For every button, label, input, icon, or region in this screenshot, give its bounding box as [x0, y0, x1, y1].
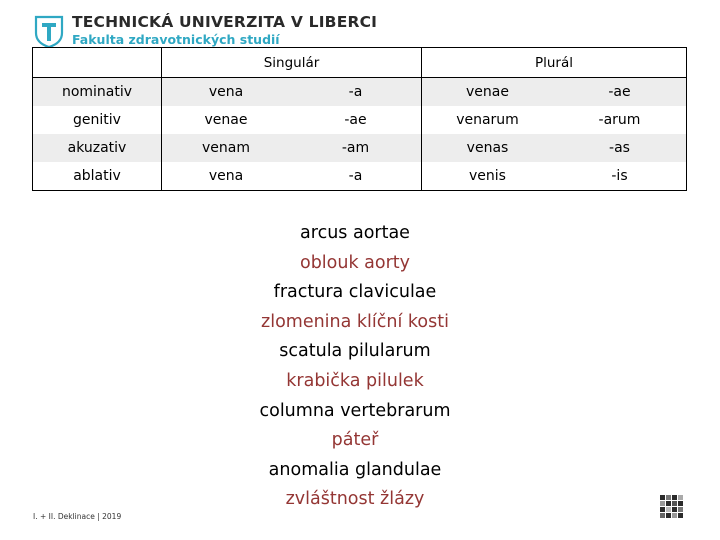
singular-ending: -ae: [290, 106, 422, 134]
table-row: [33, 134, 687, 162]
singular-ending: -am: [290, 134, 422, 162]
plural-word: venarum: [456, 112, 519, 128]
latin-phrase: scatula pilularum: [279, 341, 431, 362]
examples-list: [205, 219, 505, 515]
footer-text: I. + II. Deklinace | 2019: [33, 512, 122, 521]
table-row: [33, 106, 687, 134]
case-name: ablativ: [33, 162, 162, 191]
latin-phrase: columna vertebrarum: [259, 400, 451, 421]
singular-ending: -a: [290, 78, 422, 107]
singular-word: vena: [162, 162, 291, 191]
table-row: [33, 78, 687, 107]
plural-word: venis: [422, 162, 554, 191]
plural-header: Plurál: [422, 48, 687, 78]
plural-ending: -ae: [553, 78, 687, 107]
pixel-grid-icon: [660, 495, 684, 519]
latin-phrase: fractura claviculae: [273, 282, 437, 303]
plural-ending: -as: [553, 134, 687, 162]
tul-logo-icon: [34, 15, 64, 48]
table-row: [33, 162, 687, 191]
czech-translation: krabička pilulek: [286, 370, 424, 391]
case-name: genitiv: [33, 106, 162, 134]
plural-ending: -arum: [553, 106, 687, 134]
university-name: TECHNICKÁ UNIVERZITA V LIBERCI: [72, 13, 378, 31]
czech-translation: zvláštnost žlázy: [285, 489, 425, 510]
table-header-row: [33, 48, 687, 78]
plural-word: venas: [422, 134, 554, 162]
faculty-name: Fakulta zdravotnických studií: [72, 32, 280, 47]
plural-ending: -is: [553, 162, 687, 191]
singular-ending: -a: [290, 162, 422, 191]
singular-word: vena: [162, 78, 291, 107]
latin-phrase: arcus aortae: [300, 223, 410, 243]
case-name: nominativ: [33, 78, 162, 107]
czech-translation: oblouk aorty: [299, 252, 411, 273]
czech-translation: zlomenina klíční kosti: [261, 311, 449, 332]
singular-word: venam: [162, 134, 291, 162]
czech-translation: páteř: [331, 430, 379, 451]
singular-word: venae: [204, 112, 248, 128]
declension-table: [32, 47, 687, 191]
latin-phrase: anomalia glandulae: [268, 459, 442, 480]
empty-header-cell: [33, 48, 162, 78]
singular-header: Singulár: [162, 48, 422, 78]
plural-word: venae: [422, 78, 554, 107]
case-name: akuzativ: [33, 134, 162, 162]
